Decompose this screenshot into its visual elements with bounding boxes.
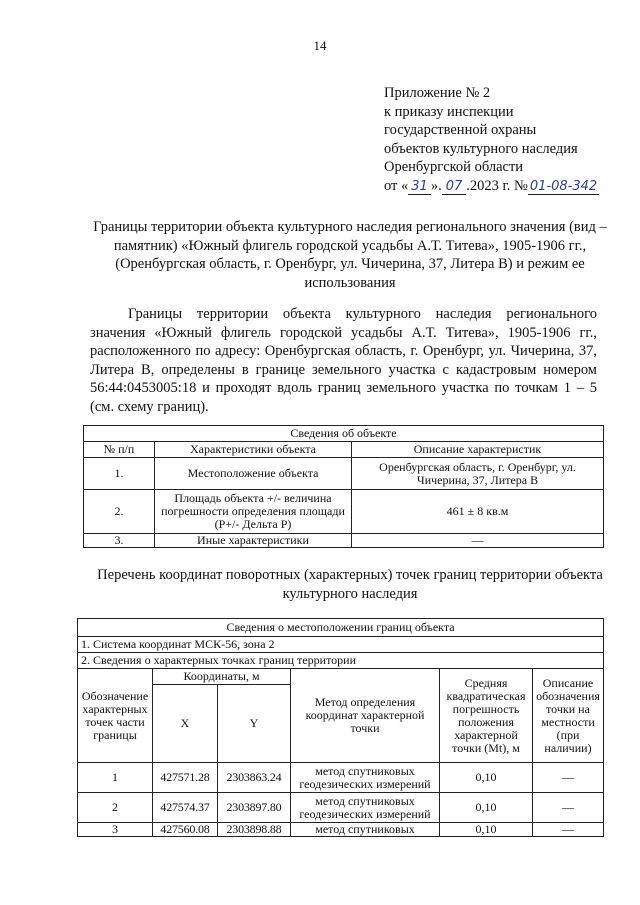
table-cell: 427571.28: [153, 763, 218, 793]
appendix-block: [384, 84, 599, 196]
column-header: Характеристики объекта: [155, 442, 352, 458]
table-row: [78, 823, 604, 837]
table-row: [84, 490, 604, 534]
table-cell: Площадь объекта +/- величина погрешности определения площади (Р+/- Дельта Р): [155, 490, 352, 534]
table-cell: —: [533, 823, 604, 837]
table-cell: —: [533, 763, 604, 793]
table-cell: 1: [78, 763, 153, 793]
table-cell: метод спутниковых: [291, 823, 440, 837]
appendix-line: объектов культурного наследия: [384, 140, 578, 157]
points-header: 2. Сведения о характерных точках границ территории: [78, 653, 604, 669]
table-caption: Сведения о местоположении границ объекта: [78, 619, 604, 637]
handwritten-day: 31: [408, 179, 431, 195]
table-cell: 2303897.80: [218, 793, 291, 823]
handwritten-month: 07: [442, 179, 467, 195]
date-year: .2023 г. №: [466, 177, 528, 194]
column-header: Метод определения координат характерной точки: [291, 669, 440, 763]
appendix-line: Приложение № 2: [384, 85, 491, 101]
appendix-line: к приказу инспекции: [384, 103, 514, 120]
column-header: Y: [218, 685, 291, 763]
column-header: Средняя квадратическая погрешность положения характерной точки (Mt), м: [440, 669, 533, 763]
table-cell: 427560.08: [153, 823, 218, 837]
table-cell: 427574.37: [153, 793, 218, 823]
table-cell: 3.: [84, 534, 155, 548]
table-cell: 3: [78, 823, 153, 837]
section-title: Границы территории объекта культурного наследия регионального значения (вид – памятник) «Южный флигель городской усадьбы А.Т. Титева», 1905-1906 гг., (Оренбургская область, г. Оренбург, ул. Чичерина, 37, Литера В) и режим ее использования: [93, 219, 607, 291]
table-cell: 2303863.24: [218, 763, 291, 793]
column-header: Описание обозначения точки на местности (при наличии): [533, 669, 604, 763]
table-cell: 0,10: [440, 793, 533, 823]
body-paragraph: Границы территории объекта культурного наследия регионального значения «Южный флигель городской усадьбы А.Т. Титева», 1905-1906 гг., расположенного по адресу: Оренбургская область, г. Оренбург, ул. Чичерина, 37, Литера В, определены в границе земельного участка с кадастровым номером 56:44:0453005:18 и проходят вдоль границ земельного участка по точкам 1 – 5 (см. схему границ).: [90, 306, 597, 415]
table-row: [78, 763, 604, 793]
date-mid: ».: [430, 177, 442, 194]
column-header: № п/п: [84, 442, 155, 458]
column-header: Обозначение характерных точек части границы: [78, 669, 153, 763]
section-title: Перечень координат поворотных (характерных) точек границ территории объекта культурного наследия: [97, 567, 603, 602]
table-cell: 2.: [84, 490, 155, 534]
appendix-line: Оренбургской области: [384, 159, 524, 175]
column-header: Описание характеристик: [352, 442, 604, 458]
table-cell: 0,10: [440, 763, 533, 793]
handwritten-number: 01-08-342: [529, 178, 598, 194]
table-cell: 1.: [84, 458, 155, 490]
appendix-line: государственной охраны: [384, 122, 537, 138]
table-cell: —: [533, 793, 604, 823]
coordinates-table: [77, 618, 604, 837]
coordinate-system: 1. Система координат МСК-56, зона 2: [78, 637, 604, 653]
date-prefix: от «: [384, 177, 409, 194]
table-row: [78, 793, 604, 823]
table-row: [84, 458, 604, 490]
table-cell: Местоположение объекта: [155, 458, 352, 490]
table-row: [84, 534, 604, 548]
table-cell: —: [352, 534, 604, 548]
table-caption: Сведения об объекте: [84, 426, 604, 442]
column-header: Координаты, м: [153, 669, 291, 685]
table-cell: метод спутниковых геодезических измерений: [291, 763, 440, 793]
column-header: X: [153, 685, 218, 763]
table-cell: метод спутниковых геодезических измерений: [291, 793, 440, 823]
table-cell: 2303898.88: [218, 823, 291, 837]
object-info-table: [83, 425, 604, 548]
table-cell: 0,10: [440, 823, 533, 837]
appendix-date-line: [384, 177, 599, 197]
page-number: 14: [313, 38, 327, 53]
table-cell: 461 ± 8 кв.м: [352, 490, 604, 534]
table-cell: Иные характеристики: [155, 534, 352, 548]
table-cell: 2: [78, 793, 153, 823]
table-cell: Оренбургская область, г. Оренбург, ул. Чичерина, 37, Литера В: [352, 458, 604, 490]
